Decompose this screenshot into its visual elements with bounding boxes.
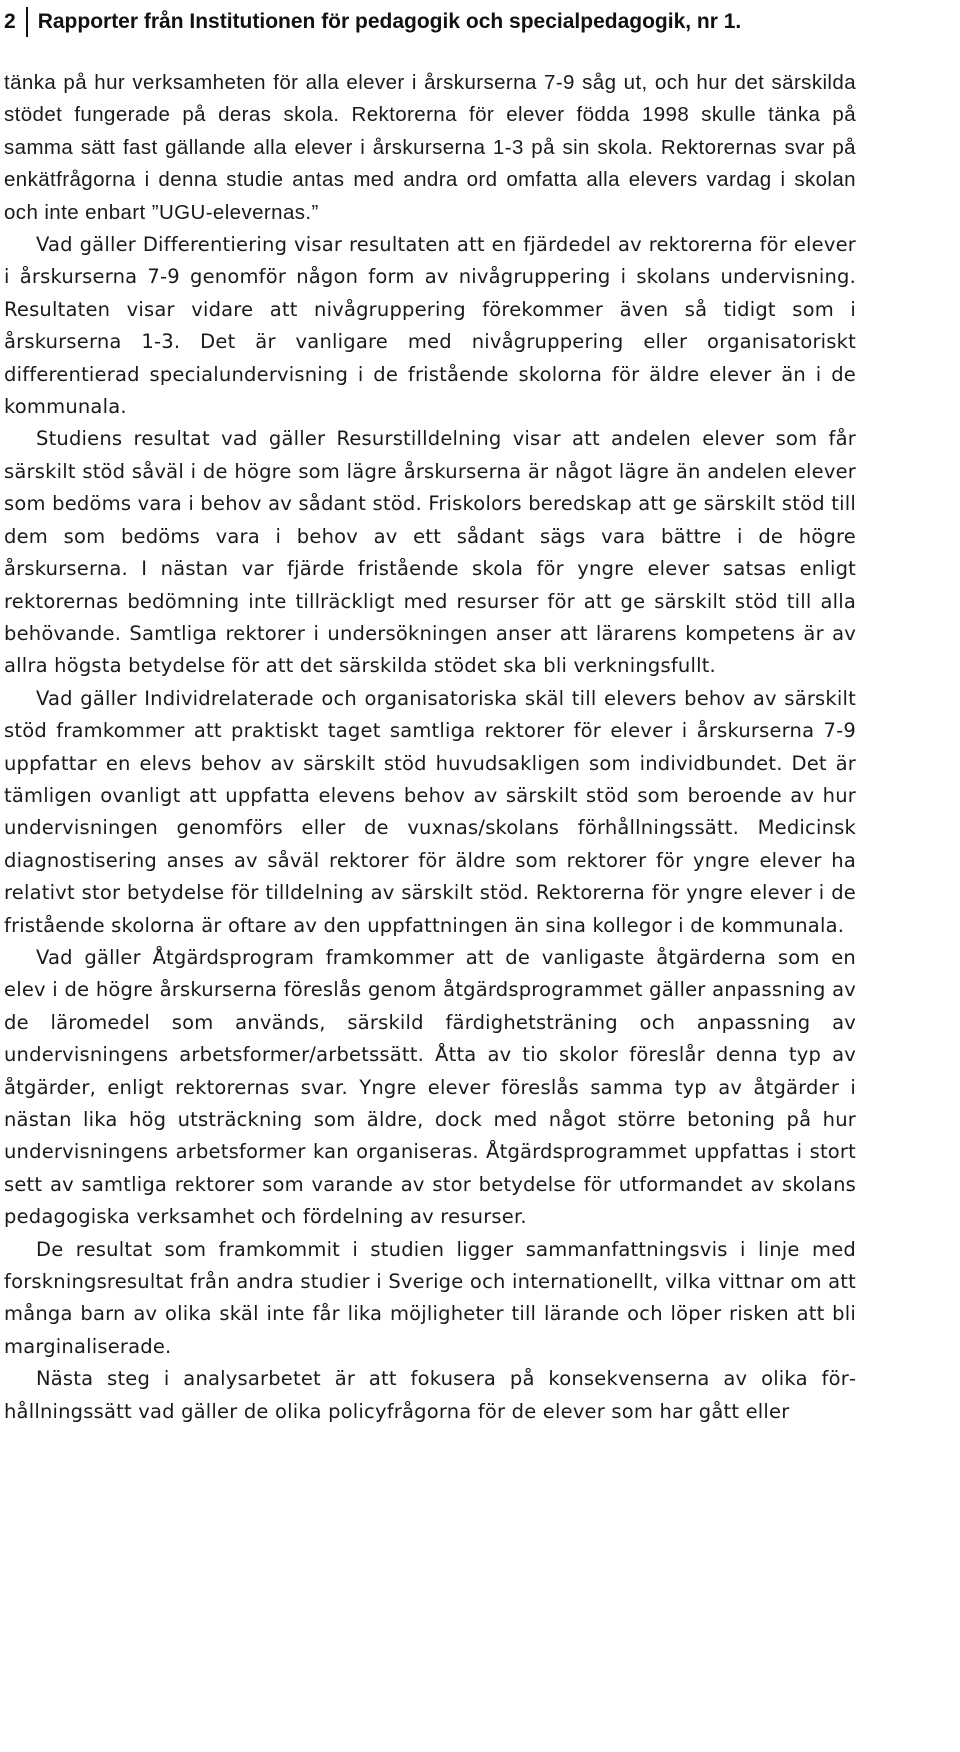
paragraph-nasta-steg: Nästa steg i analysarbetet är att fokusera på konsekvenserna av olika förhållningssätt vad gäller de olika policyfrågorna för de elever som har gått eller: [4, 1367, 856, 1423]
running-header: [4, 0, 741, 44]
paragraph-individrelaterade: Vad gäller Individrelaterade och organisatoriska skäl till elevers behov av särskilt stöd framkommer att praktiskt taget samtliga rektorer för elever i årskurserna 7-9 uppfattar en elevs behov av särskilt stöd huvudsakligen som individbundet. Det är tämligen ovanligt att uppfatta elevens behov av särskilt stöd som beroende av hur undervisningen genomförs eller de vuxnas/skolans förhållningssätt. Medicinsk diagnostisering anses av såväl rektorer för äldre som rektorer för yngre elever ha relativt stor betydelse för tilldelning av särskilt stöd. Rektorerna för yngre elever i de fristående skolorna är oftare av den uppfattningen än sina kollegor i de kommunala.: [4, 686, 856, 937]
page-number: 2: [4, 10, 16, 33]
body-text: [4, 67, 856, 1428]
running-title: Rapporter från Institutionen för pedagogik och specialpedagogik, nr 1.: [37, 10, 742, 33]
paragraph-resurstilldelning: Studiens resultat vad gäller Resurstilldelning visar att andelen elever som får särskilt stöd såväl i de högre som lägre årskurserna är något lägre än andelen elever som bedöms vara i behov av sådant stöd. Friskolors beredskap att ge särskilt stöd till dem som bedöms vara i behov av ett sådant sägs vara bättre i de högre årskurserna. I nästan var fjärde fristående skola för yngre elever satsas enligt rektorernas bedömning inte tillräckligt med resurser för att ge särskilt stöd till alla behövande. Samtliga rektorer i undersökningen anser att lärarens kompetens är av allra högsta betydelse för att det särskilda stödet ska bli verkningsfullt.: [4, 427, 856, 678]
paragraph-differentiering: Vad gäller Differentiering visar resultaten att en fjärdedel av rektorerna för elever i årskurserna 7-9 genomför någon form av nivågruppering i skolans undervisning. Resultaten visar vidare att nivågruppering förekommer även så tidigt som i årskurserna 1-3. Det är vanligare med nivågruppering eller organisatoriskt differentierad specialundervisning i de fristående skolorna för äldre elever än i de kommunala.: [4, 233, 856, 419]
header-separator: [26, 7, 28, 37]
paragraph-atgardsprogram: Vad gäller Åtgärdsprogram framkommer att de vanligaste åtgärderna som en elev i de högre årskurserna föreslås genom åtgärdsprogrammet gäller anpassning av de läromedel som används, särskild färdighetsträning och anpassning av undervisningens arbetsformer/arbetssätt. Åtta av tio skolor föreslår denna typ av åtgärder, enligt rektorernas svar. Yngre elever föreslås samma typ av åtgärder i nästan lika hög utsträckning som äldre, dock med något större betoning på hur undervisningens arbetsformer kan organiseras. Åtgärdsprogrammet uppfattas i stort sett av samtliga rektorer som varande av stor betydelse för utformandet av skolans pedagogiska verksamhet och fördelning av resurser.: [4, 945, 856, 1229]
paragraph-sammanfattning: De resultat som framkommit i studien ligger sammanfattningsvis i linje med forskningsresultat från andra studier i Sverige och internationellt, vilka vittnar om att många barn av olika skäl inte får lika möjligheter till lärande och löper risken att bli marginaliserade.: [4, 1237, 856, 1358]
paragraph-continuation: tänka på hur verksamheten för alla elever i årskurserna 7-9 såg ut, och hur det särskilda stödet fungerade på deras skola. Rektorerna för elever födda 1998 skulle tänka på samma sätt fast gällande alla elever i årskurserna 1-3 på sin skola. Rektorernas svar på enkätfrågorna i denna studie antas med andra ord omfatta alla elevers vardag i skolan och inte enbart ”UGU-elevernas.”: [4, 71, 856, 224]
